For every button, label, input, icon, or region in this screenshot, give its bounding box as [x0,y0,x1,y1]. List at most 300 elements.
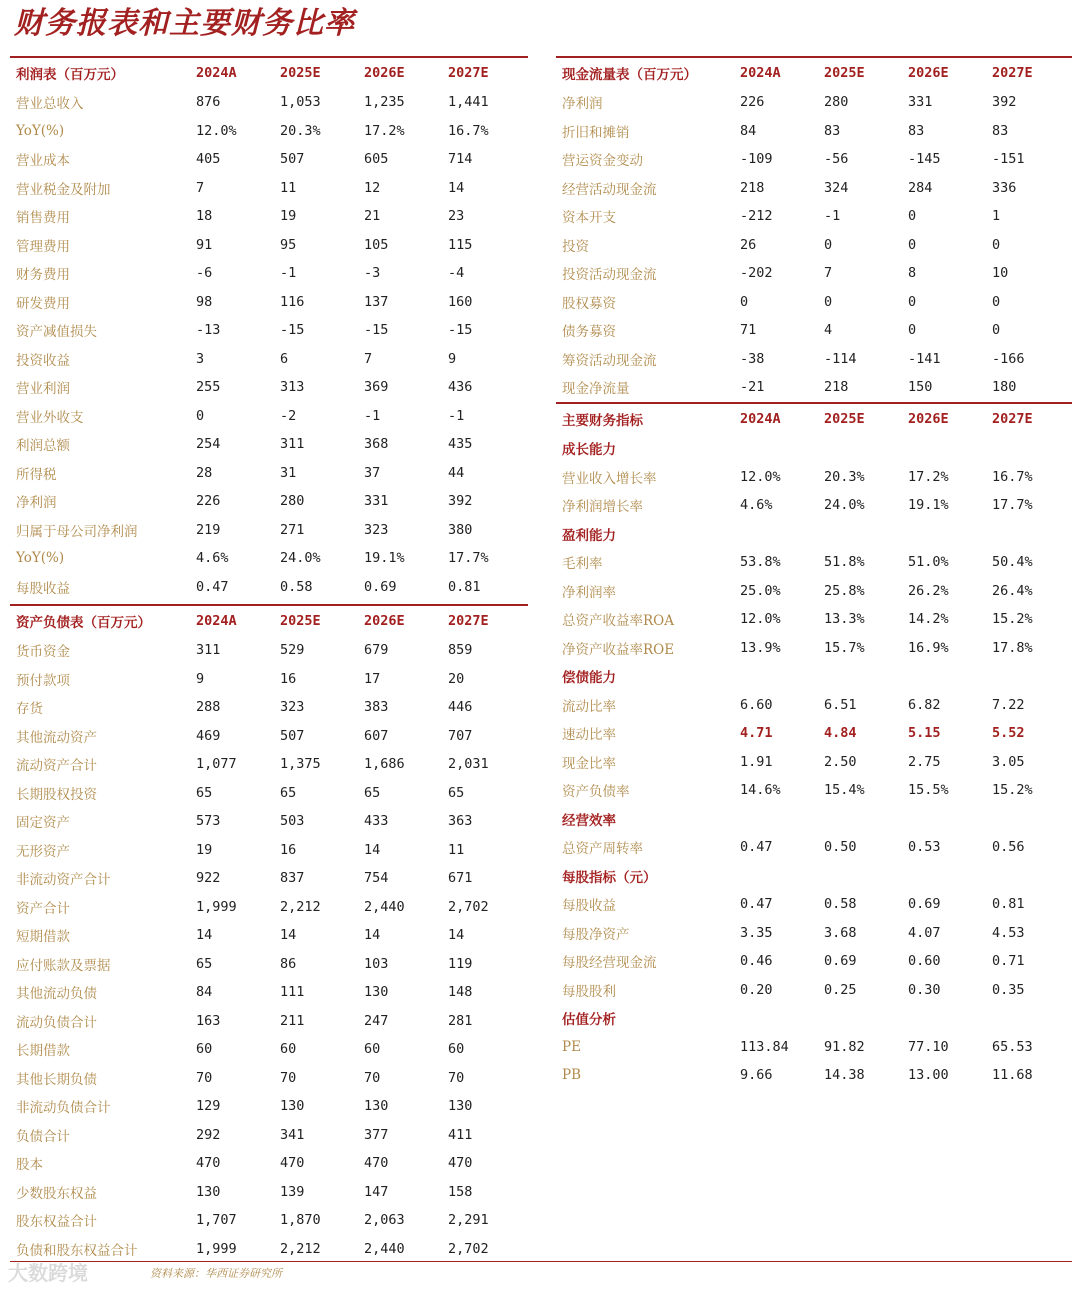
row-label: 货币资金 [16,644,70,661]
row-value: 503 [280,813,305,830]
section-row [556,1004,1072,1033]
table-row [556,833,1072,862]
row-value: 53.8% [740,554,781,571]
table-header-row [10,605,528,636]
table-row [10,636,528,665]
empty-cell [824,805,908,834]
row-value: 4 [824,322,833,339]
row-value: 130 [448,1098,473,1115]
row-value: 380 [448,521,473,538]
row-label: 每股收益 [16,580,70,597]
row-label: 投资收益 [16,352,70,369]
row-value: 313 [280,379,305,396]
row-value: 754 [364,870,389,887]
section-title: 成长能力 [562,442,616,459]
row-value: 0.47 [740,896,773,913]
row-value: 3 [196,350,205,367]
row-value: 18 [196,208,213,225]
row-value: 607 [364,727,389,744]
row-label: 营运资金变动 [562,153,643,170]
table-header-row [556,57,1072,88]
row-value: 7.22 [992,696,1025,713]
row-value: 859 [448,642,473,659]
balance-sheet-table [10,604,528,1263]
table-row [10,1092,528,1121]
row-value: 0.53 [908,839,941,856]
row-value: -212 [740,208,773,225]
table-row [556,345,1072,374]
row-label: 非流动资产合计 [16,872,111,889]
empty-cell [992,662,1072,691]
table-row [10,722,528,751]
row-value: 1.91 [740,753,773,770]
row-value: 70 [448,1069,465,1086]
empty-cell [824,434,908,463]
table-row [556,1061,1072,1090]
row-label: 每股股利 [562,983,616,1000]
row-value: -4 [448,265,465,282]
row-value: 714 [448,151,473,168]
row-value: 4.6% [196,550,229,567]
row-label: 股本 [16,1157,43,1174]
row-value: -38 [740,350,765,367]
row-value: 323 [364,521,389,538]
row-value: -2 [280,407,297,424]
row-label: 固定资产 [16,815,70,832]
table-row [556,748,1072,777]
table-header-title: 现金流量表（百万元） [556,57,740,88]
row-value: 130 [364,984,389,1001]
table-row [556,373,1072,402]
row-value: 363 [448,813,473,830]
table-row [556,719,1072,748]
row-label: 所得税 [16,466,57,483]
row-value: 0.47 [196,578,229,595]
table-row [556,463,1072,492]
row-value: 16 [280,841,297,858]
row-value: 411 [448,1126,473,1143]
row-value: 17.2% [364,122,405,139]
empty-cell [908,805,992,834]
row-value: 507 [280,151,305,168]
row-value: 98 [196,293,213,310]
row-value: 148 [448,984,473,1001]
row-value: 5.15 [908,725,941,742]
row-value: 17 [364,670,381,687]
row-value: 1,375 [280,756,321,773]
table-row [556,548,1072,577]
row-value: 17.2% [908,468,949,485]
balance-sheet-body [10,605,528,1263]
row-label: 净利润 [16,495,57,512]
table-row [10,665,528,694]
row-label: 营业利润 [16,381,70,398]
table-row [10,573,528,602]
row-label: 管理费用 [16,238,70,255]
row-value: 50.4% [992,554,1033,571]
empty-cell [740,805,824,834]
year-header: 2026E [908,57,992,88]
table-row [10,202,528,231]
empty-cell [992,1004,1072,1033]
footer-divider [10,1261,1072,1262]
row-value: 405 [196,151,221,168]
row-value: 0.20 [740,981,773,998]
row-value: 17.8% [992,639,1033,656]
row-value: 37 [364,464,381,481]
table-row [10,893,528,922]
table-header-title: 利润表（百万元） [10,57,196,88]
row-label: YoY(%) [16,122,65,139]
empty-cell [992,862,1072,891]
row-value: 470 [196,1155,221,1172]
row-value: 130 [196,1183,221,1200]
row-value: 16.7% [448,122,489,139]
table-row [556,88,1072,117]
row-value: 4.53 [992,924,1025,941]
year-header: 2025E [280,605,364,636]
row-value: 15.5% [908,782,949,799]
table-row [556,202,1072,231]
table-row [10,516,528,545]
row-value: 70 [196,1069,213,1086]
table-row [10,231,528,260]
row-label: 折旧和摊销 [562,124,630,141]
row-label: 每股净资产 [562,926,630,943]
row-value: 103 [364,955,389,972]
table-row [10,259,528,288]
row-value: 470 [364,1155,389,1172]
section-row [556,862,1072,891]
row-value: 311 [196,642,221,659]
row-label: 销售费用 [16,210,70,227]
row-label: 资产负债率 [562,784,630,801]
row-value: 65 [196,784,213,801]
row-value: 70 [280,1069,297,1086]
row-value: 383 [364,699,389,716]
year-header: 2026E [364,57,448,88]
row-value: 6 [280,350,289,367]
row-value: 14 [280,927,297,944]
table-row [10,145,528,174]
row-value: 311 [280,436,305,453]
row-value: 19 [280,208,297,225]
row-value: 12.0% [196,122,237,139]
section-title: 经营效率 [562,812,616,829]
row-value: 26.4% [992,582,1033,599]
row-value: 0.50 [824,839,857,856]
row-value: 369 [364,379,389,396]
row-label: 净利润 [562,96,603,113]
row-value: 158 [448,1183,473,1200]
row-value: 1,686 [364,756,405,773]
row-value: 470 [448,1155,473,1172]
row-label: 流动负债合计 [16,1014,97,1031]
row-value: 0 [908,236,917,253]
row-value: 0 [196,407,205,424]
row-value: 2,031 [448,756,489,773]
row-value: 60 [280,1041,297,1058]
row-value: 0 [908,322,917,339]
empty-cell [992,434,1072,463]
row-value: 470 [280,1155,305,1172]
row-value: 392 [448,493,473,510]
row-value: 160 [448,293,473,310]
row-value: 0.30 [908,981,941,998]
empty-cell [908,434,992,463]
row-value: 837 [280,870,305,887]
row-value: 65 [448,784,465,801]
table-row [556,605,1072,634]
row-value: 91 [196,236,213,253]
row-value: -15 [448,322,473,339]
row-value: 11 [448,841,465,858]
row-value: 1,999 [196,1240,237,1257]
row-value: 255 [196,379,221,396]
row-value: 507 [280,727,305,744]
row-label: 营业总收入 [16,96,84,113]
row-value: 3.35 [740,924,773,941]
table-row [556,691,1072,720]
row-value: 15.4% [824,782,865,799]
row-label: 速动比率 [562,727,616,744]
table-row [556,145,1072,174]
row-value: 12 [364,179,381,196]
section-title: 盈利能力 [562,527,616,544]
row-label: 投资 [562,238,589,255]
row-value: 180 [992,379,1017,396]
row-value: 2,702 [448,1240,489,1257]
row-value: 60 [364,1041,381,1058]
row-label: 资产合计 [16,900,70,917]
row-value: 3.68 [824,924,857,941]
row-value: 14 [196,927,213,944]
row-value: 14.38 [824,1067,865,1084]
row-value: 15.7% [824,639,865,656]
row-value: 284 [908,179,933,196]
financial-ratios-table [556,402,1072,1090]
row-value: 11 [280,179,297,196]
empty-cell [908,520,992,549]
row-value: 247 [364,1012,389,1029]
row-label: 研发费用 [16,295,70,312]
row-value: 7 [196,179,205,196]
row-value: 435 [448,436,473,453]
row-value: 336 [992,179,1017,196]
row-value: 150 [908,379,933,396]
year-header: 2026E [908,403,992,434]
section-row [556,805,1072,834]
row-value: 2,702 [448,898,489,915]
table-row [556,259,1072,288]
empty-cell [740,434,824,463]
row-label: 非流动负债合计 [16,1100,111,1117]
row-value: 0.69 [824,953,857,970]
row-label: PE [562,1038,581,1055]
row-value: 922 [196,870,221,887]
table-row [10,174,528,203]
row-value: 60 [448,1041,465,1058]
row-value: 671 [448,870,473,887]
row-value: 7 [364,350,373,367]
row-value: 1,999 [196,898,237,915]
row-value: 14 [448,927,465,944]
table-row [10,402,528,431]
row-label: 资本开支 [562,210,616,227]
row-label: 股东权益合计 [16,1214,97,1231]
row-label: 长期股权投资 [16,786,97,803]
row-label: 利润总额 [16,438,70,455]
empty-cell [824,662,908,691]
table-row [556,288,1072,317]
table-row [556,776,1072,805]
row-value: 6.51 [824,696,857,713]
row-value: 129 [196,1098,221,1115]
row-value: 219 [196,521,221,538]
row-label: 负债和股东权益合计 [16,1242,138,1259]
row-label: 每股经营现金流 [562,955,657,972]
section-title: 估值分析 [562,1012,616,1029]
row-value: 280 [280,493,305,510]
source-note: 资料来源：华西证券研究所 [150,1267,282,1280]
year-header: 2027E [992,57,1072,88]
table-row [10,807,528,836]
row-value: 19.1% [908,497,949,514]
row-value: 137 [364,293,389,310]
row-label: 流动资产合计 [16,758,97,775]
year-header: 2025E [824,403,908,434]
table-row [556,890,1072,919]
row-value: 0.81 [448,578,481,595]
table-row [556,1033,1072,1062]
row-value: 25.8% [824,582,865,599]
row-value: 281 [448,1012,473,1029]
row-value: -109 [740,151,773,168]
row-value: 0.69 [364,578,397,595]
table-row [556,316,1072,345]
table-row [10,836,528,865]
row-label: 净利润率 [562,584,616,601]
row-value: 4.07 [908,924,941,941]
year-header: 2024A [740,403,824,434]
row-value: 17.7% [992,497,1033,514]
row-value: 9 [448,350,457,367]
row-label: 资产减值损失 [16,324,97,341]
row-value: 65 [364,784,381,801]
row-label: 债务募资 [562,324,616,341]
row-value: 65 [196,955,213,972]
financial-ratios-body [556,403,1072,1090]
row-value: 0 [992,322,1001,339]
row-value: 14.2% [908,611,949,628]
table-row [10,544,528,573]
table-row [556,491,1072,520]
row-label: 其他流动资产 [16,729,97,746]
year-header: 2024A [196,57,280,88]
row-label: 预付款项 [16,672,70,689]
row-value: 6.60 [740,696,773,713]
table-row [556,919,1072,948]
table-header-row [556,403,1072,434]
row-value: 218 [740,179,765,196]
year-header: 2025E [280,57,364,88]
row-value: 13.9% [740,639,781,656]
row-value: 707 [448,727,473,744]
row-value: 573 [196,813,221,830]
row-value: -13 [196,322,221,339]
cashflow-statement-table [556,56,1072,402]
row-value: -151 [992,151,1025,168]
table-row [10,1064,528,1093]
row-value: 292 [196,1126,221,1143]
row-value: 44 [448,464,465,481]
row-value: 9 [196,670,205,687]
row-label: 长期借款 [16,1043,70,1060]
table-row [10,1149,528,1178]
row-value: 60 [196,1041,213,1058]
row-value: 211 [280,1012,305,1029]
row-value: 529 [280,642,305,659]
row-label: 现金净流量 [562,381,630,398]
empty-cell [824,520,908,549]
empty-cell [740,662,824,691]
year-header: 2024A [196,605,280,636]
table-row [10,345,528,374]
row-value: -1 [280,265,297,282]
row-value: 13.3% [824,611,865,628]
row-value: 3.05 [992,753,1025,770]
row-label: 经营活动现金流 [562,181,657,198]
row-value: 71 [740,322,757,339]
empty-cell [824,862,908,891]
cashflow-statement-body [556,57,1072,402]
table-row [10,88,528,117]
row-value: 0 [992,236,1001,253]
row-value: 0 [908,293,917,310]
year-header: 2027E [448,605,528,636]
row-value: 368 [364,436,389,453]
empty-cell [740,1004,824,1033]
row-value: 2,440 [364,1240,405,1257]
empty-cell [740,862,824,891]
row-value: 0.71 [992,953,1025,970]
row-value: 1,235 [364,94,405,111]
row-value: 11.68 [992,1067,1033,1084]
row-value: 23 [448,208,465,225]
table-row [10,373,528,402]
row-value: 377 [364,1126,389,1143]
table-row [10,316,528,345]
row-value: -3 [364,265,381,282]
table-row [556,947,1072,976]
row-value: -145 [908,151,941,168]
table-row [10,1206,528,1235]
row-value: 19.1% [364,550,405,567]
row-label: 现金比率 [562,755,616,772]
row-value: 130 [280,1098,305,1115]
row-value: -114 [824,350,857,367]
table-row [10,459,528,488]
row-value: 15.2% [992,611,1033,628]
table-row [10,693,528,722]
section-title: 偿债能力 [562,670,616,687]
row-value: 1,441 [448,94,489,111]
row-value: 254 [196,436,221,453]
row-value: 20 [448,670,465,687]
empty-cell [824,1004,908,1033]
row-value: 1,870 [280,1212,321,1229]
row-label: 营业收入增长率 [562,470,657,487]
